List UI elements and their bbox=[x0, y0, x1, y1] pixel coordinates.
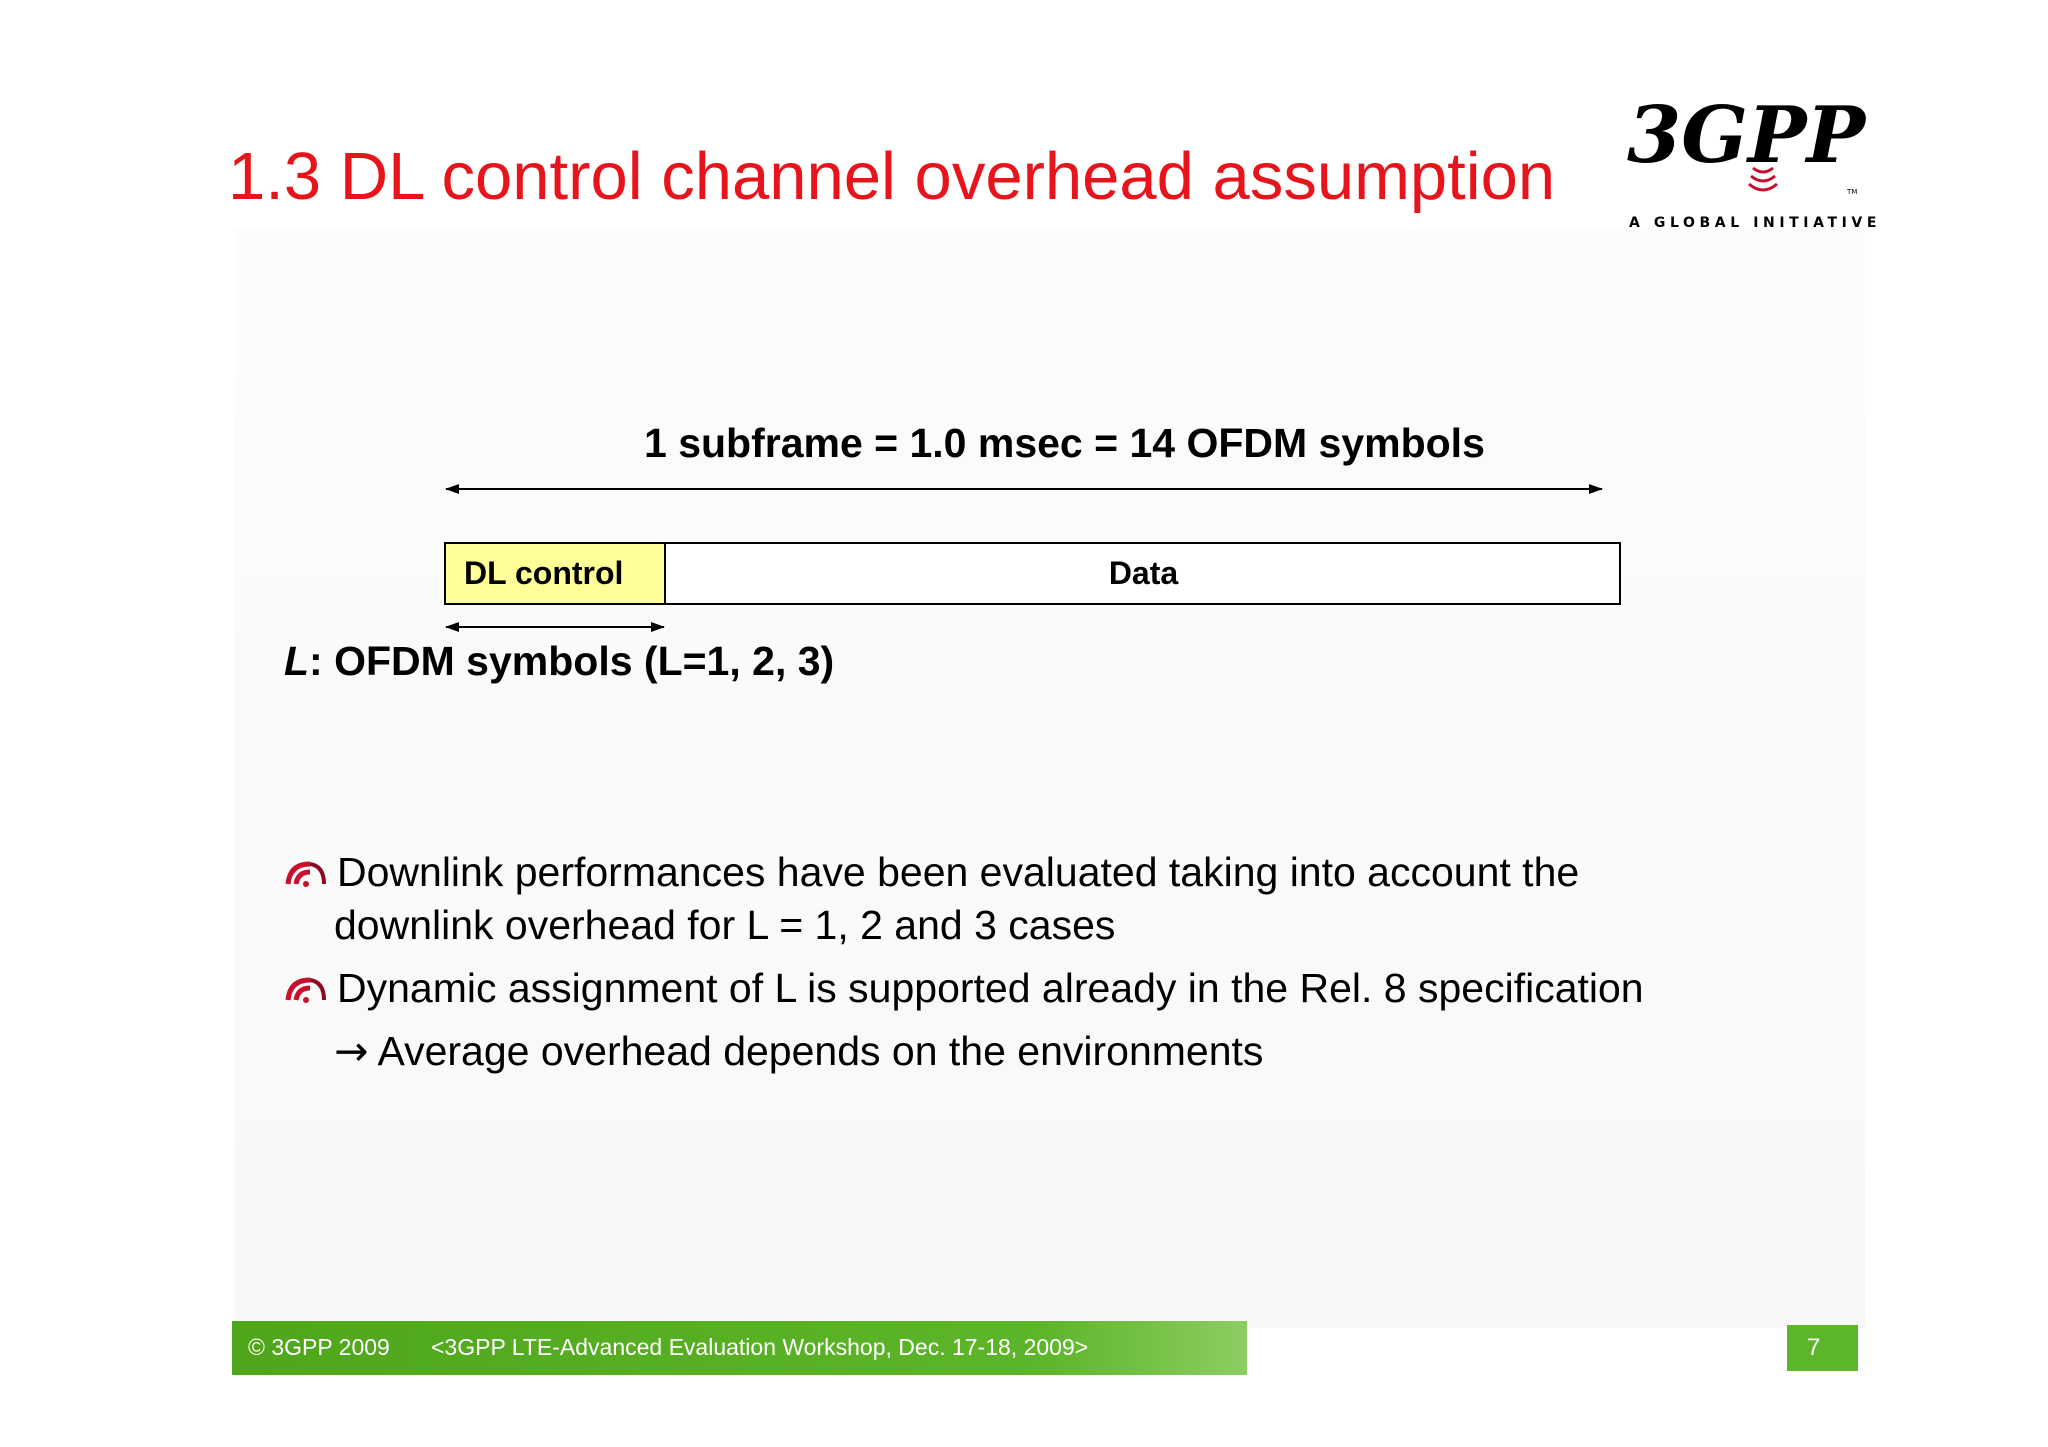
logo-tagline: A GLOBAL INITIATIVE bbox=[1629, 215, 1882, 231]
page-number: 7 bbox=[1787, 1325, 1858, 1371]
subframe-label: 1 subframe = 1.0 msec = 14 OFDM symbols bbox=[644, 420, 1485, 466]
bullet-list bbox=[284, 846, 1884, 1078]
dl-control-region: DL control bbox=[446, 544, 666, 603]
footer-event: <3GPP LTE-Advanced Evaluation Workshop, Dec. 17-18, 2009> bbox=[431, 1334, 1089, 1360]
bullet-text-line: downlink overhead for L = 1, 2 and 3 cases bbox=[334, 902, 1116, 948]
bullet-text-line: Downlink performances have been evaluated taking into account the bbox=[337, 849, 1580, 895]
data-region: Data bbox=[1108, 555, 1179, 591]
l-symbols-label bbox=[284, 638, 834, 685]
arrow-note bbox=[269, 1025, 1884, 1078]
logo-wordmark: 3GPP bbox=[1627, 90, 1866, 181]
bullet-text-line: Dynamic assignment of L is supported already in the Rel. 8 specification bbox=[337, 965, 1644, 1011]
bullet-item bbox=[284, 962, 1884, 1015]
subframe-box bbox=[444, 542, 1621, 605]
footer-copyright: © 3GPP 2009 bbox=[248, 1334, 390, 1360]
right-arrow-icon: → bbox=[334, 1027, 369, 1075]
l-variable: L bbox=[284, 638, 310, 684]
slide-title: 1.3 DL control channel overhead assumption bbox=[228, 139, 1556, 214]
logo-trademark: TM bbox=[1847, 188, 1858, 196]
arrow-note-text: Average overhead depends on the environments bbox=[368, 1028, 1264, 1074]
signal-wave-icon bbox=[284, 974, 328, 1004]
signal-wave-icon bbox=[284, 858, 328, 888]
bullet-item bbox=[284, 846, 1884, 952]
content-background bbox=[235, 228, 1865, 1328]
l-description: : OFDM symbols (L=1, 2, 3) bbox=[309, 638, 835, 684]
